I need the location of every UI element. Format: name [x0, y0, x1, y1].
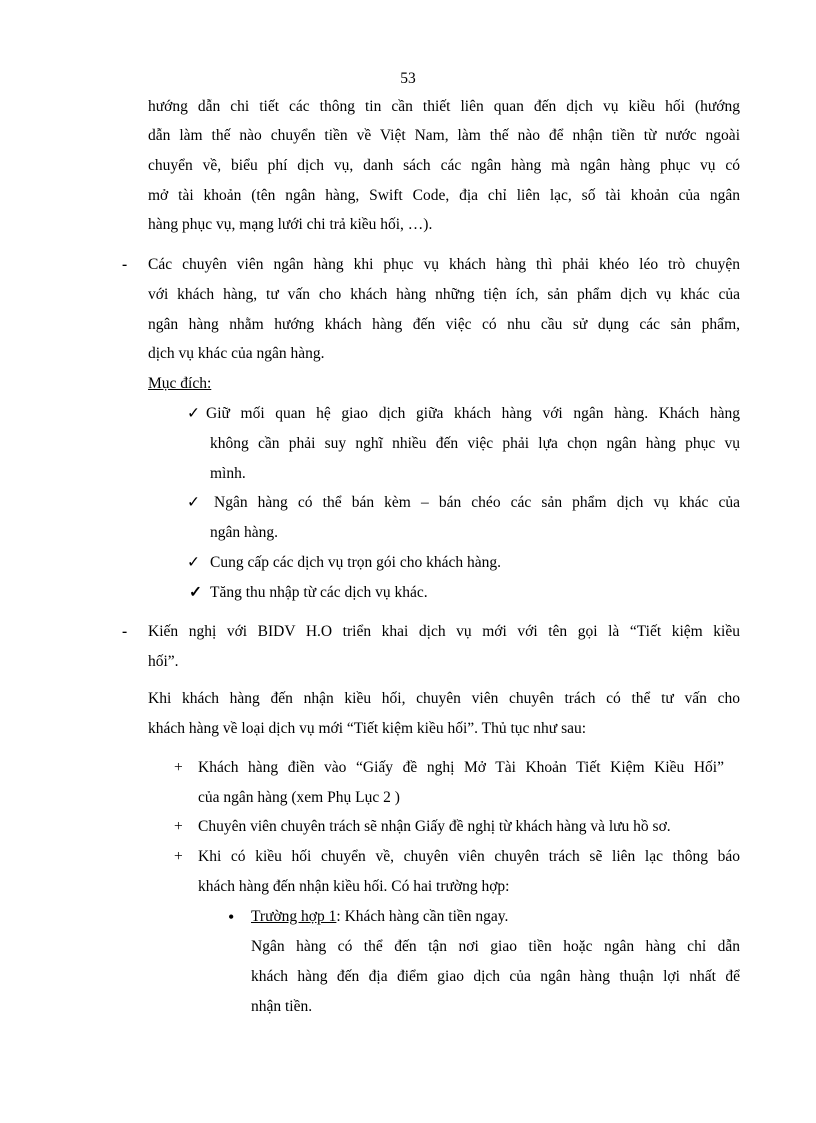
intro-line: dẫn làm thế nào chuyển tiền về Việt Nam, làm thế nào để nhận tiền từ nước ngoài	[148, 127, 740, 144]
check-icon: ✓	[187, 554, 200, 571]
check-line: Giữ mối quan hệ giao dịch giữa khách hàng với ngân hàng. Khách hàng	[206, 405, 740, 422]
check-line: không cần phải suy nghĩ nhiều đến việc phải lựa chọn ngân hàng phục vụ	[210, 435, 740, 452]
intro-line: mở tài khoản (tên ngân hàng, Swift Code, địa chỉ liên lạc, số tài khoản của ngân	[148, 187, 740, 204]
item-line: hối”.	[148, 653, 179, 670]
intro-line: hàng phục vụ, mạng lưới chi trả kiều hối, …).	[148, 216, 433, 233]
intro-line: chuyển về, biểu phí dịch vụ, danh sách các ngân hàng mà ngân hàng phục vụ có	[148, 157, 740, 174]
item-line: Kiến nghị với BIDV H.O triển khai dịch vụ mới với tên gọi là “Tiết kiệm kiều	[148, 623, 740, 640]
page-number: 53	[400, 70, 416, 87]
case-label: Trường hợp 1	[251, 908, 337, 925]
purpose-label: Mục đích:	[148, 375, 212, 392]
case-heading	[251, 907, 508, 927]
check-line: Ngân hàng có thể bán kèm – bán chéo các sản phẩm dịch vụ khác của	[214, 494, 740, 511]
step-line: của ngân hàng (xem Phụ Lục 2 )	[198, 789, 400, 806]
check-icon: ✓	[189, 584, 202, 601]
check-line: Cung cấp các dịch vụ trọn gói cho khách hàng.	[210, 554, 501, 571]
case-line: Ngân hàng có thể đến tận nơi giao tiền hoặc ngân hàng chỉ dẫn	[251, 938, 740, 955]
case-title: : Khách hàng cần tiền ngay.	[336, 908, 509, 925]
check-icon: ✓	[187, 405, 200, 422]
item-line: Các chuyên viên ngân hàng khi phục vụ khách hàng thì phải khéo léo trò chuyện	[148, 256, 740, 273]
plus-marker: +	[174, 818, 183, 835]
intro-line: hướng dẫn chi tiết các thông tin cần thiết liên quan đến dịch vụ kiều hối (hướng	[148, 98, 740, 115]
case-line: khách hàng đến địa điểm giao dịch của ngân hàng thuận lợi nhất để	[251, 968, 740, 985]
case-line: nhận tiền.	[251, 998, 313, 1015]
dash-marker: -	[122, 623, 128, 640]
check-icon: ✓	[187, 494, 200, 511]
step-line: Chuyên viên chuyên trách sẽ nhận Giấy đề nghị từ khách hàng và lưu hồ sơ.	[198, 818, 671, 835]
item-line: với khách hàng, tư vấn cho khách hàng những tiện ích, sản phẩm dịch vụ khác của	[148, 286, 740, 303]
item-line: dịch vụ khác của ngân hàng.	[148, 345, 325, 362]
bullet-icon: •	[228, 907, 235, 927]
check-line: Tăng thu nhập từ các dịch vụ khác.	[210, 584, 428, 601]
para-line: Khi khách hàng đến nhận kiều hối, chuyên viên chuyên trách có thể tư vấn cho	[148, 690, 740, 707]
step-line: Khách hàng điền vào “Giấy đề nghị Mở Tài Khoản Tiết Kiệm Kiều Hối”	[198, 759, 724, 776]
plus-marker: +	[174, 848, 183, 865]
plus-marker: +	[174, 759, 183, 776]
item-line: ngân hàng nhằm hướng khách hàng đến việc có nhu cầu sử dụng các sản phẩm,	[148, 316, 740, 333]
check-line: ngân hàng.	[210, 524, 279, 541]
step-line: khách hàng đến nhận kiều hối. Có hai trường hợp:	[198, 878, 510, 895]
check-line: mình.	[210, 465, 246, 482]
step-line: Khi có kiều hối chuyển về, chuyên viên chuyên trách sẽ liên lạc thông báo	[198, 848, 740, 865]
dash-marker: -	[122, 256, 128, 273]
para-line: khách hàng về loại dịch vụ mới “Tiết kiệm kiều hối”. Thủ tục như sau:	[148, 720, 587, 737]
